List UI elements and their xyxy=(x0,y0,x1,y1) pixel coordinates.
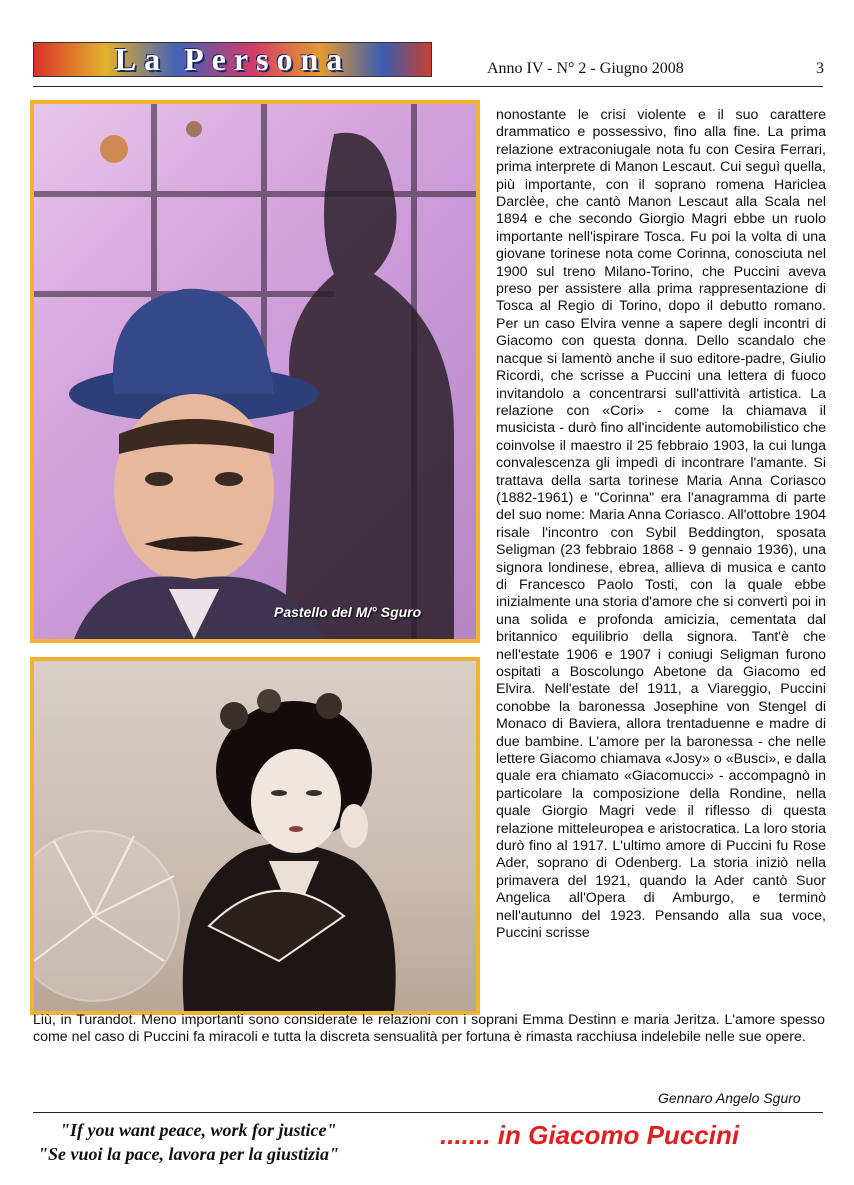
issue-info: Anno IV - N° 2 - Giugno 2008 xyxy=(487,60,684,77)
article-closing-text: Liù, in Turandot. Meno importanti sono considerate le relazioni con i soprani Emma Destinn e maria Jeritza. L'amore spesso come nel caso di Puccini fa miracoli e tutta la discreta sensualità per fortuna è rimasta racchiusa indelebile nelle sue opere. xyxy=(33,1012,825,1046)
footer-rule xyxy=(33,1112,823,1113)
page-number: 3 xyxy=(816,60,824,77)
motto-english: "If you want peace, work for justice" xyxy=(60,1120,337,1140)
motto-italian: "Se vuoi la pace, lavora per la giustizia" xyxy=(38,1144,339,1164)
portrait-caption: Pastello del M/° Sguro xyxy=(274,604,422,620)
article-column-text: nonostante le crisi violente e il suo carattere drammatico e possessivo, fino alla fine. La prima relazione extraconiugale nota fu con Cesira Ferrari, prima interprete di Manon Lescaut. Cui seguì quella, più importante, con il soprano romena Hariclea Darclèe, che cantò Manon Lescaut alla Scala nel 1894 e che secondo Giorgio Magri ebbe un ruolo importante nell'ispirare Tosca. Fu poi la volta di una giovane torinese nota come Corinna, conosciuta nel 1900 sul treno Milano-Torino, che Puccini aveva preso per assistere alla prima rappresentazione di Tosca al Regio di Torino, dopo il debutto romano. Per un caso Elvira venne a sapere degli incontri di Giacomo con questa donna. Dello scandalo che nacque si lamentò anche il suo editore-padre, Giulio Ricordi, che scrisse a Puccini una lettera di fuoco invitandolo a concentrarsi sull'attività artistica. La relazione con «Cori» - come la chiamava il musicista - durò fino all'incidente automobilistico che coinvolse il maestro il 25 febbraio 1903, la cui lunga convalescenza gli impedì di incontrare l'amante. Si trattava della sarta torinese Maria Anna Coriasco (1882-1961) e "Corinna" era l'anagramma di parte del suo nome: Maria Anna Coriasco. All'ottobre 1904 risale l'incontro con Sybil Beddington, sposata Seligman (23 febbraio 1868 - 9 gennaio 1936), una signora londinese, ebrea, allieva di musica e canto di Francesco Paolo Tosti, con la quale ebbe inizialmente una storia d'amore che si convertì poi in una solida e profonda amicizia, cementata dal britannico equilibrio della signora. Tant'è che nell'estate 1906 e 1907 i coniugi Seligman furono ospitati a Boscolungo Abetone da Giacomo ed Elvira. Nell'estate del 1911, a Viareggio, Puccini conobbe la baronessa Josephine von Stengel di Monaco di Baviera, allora trentaduenne e madre di due bambine. L'amore per la baronessa - che nelle lettere Giacomo chiamava «Josy» o «Busci», e dalla quale era chiamato «Giacomucci» - accompagnò in particolare la composizione della Rondine, nella quale Giorgio Magri vede il riflesso di questa relazione mitteleuropea e aristocratica. La loro storia durò fino al 1917. L'ultimo amore di Puccini fu Rose Ader, soprano di Odenberg. La storia iniziò nella primavera del 1921, quando la Ader cantò Suor Angelica all'Opera di Amburgo, e terminò nell'autunno del 1923. Pensando alla sua voce, Puccini scrisse xyxy=(496,107,827,942)
geisha-illustration xyxy=(34,661,476,1011)
geisha-photo xyxy=(30,657,480,1015)
portrait-pastel xyxy=(30,100,480,643)
article-author: Gennaro Angelo Sguro xyxy=(658,1090,801,1106)
masthead-title: La Persona xyxy=(114,41,351,77)
footer-tagline: ....... in Giacomo Puccini xyxy=(440,1120,740,1150)
masthead-logo xyxy=(33,42,432,77)
footer-motto xyxy=(38,1118,339,1166)
portrait-illustration xyxy=(34,104,476,639)
header-rule xyxy=(33,86,823,87)
